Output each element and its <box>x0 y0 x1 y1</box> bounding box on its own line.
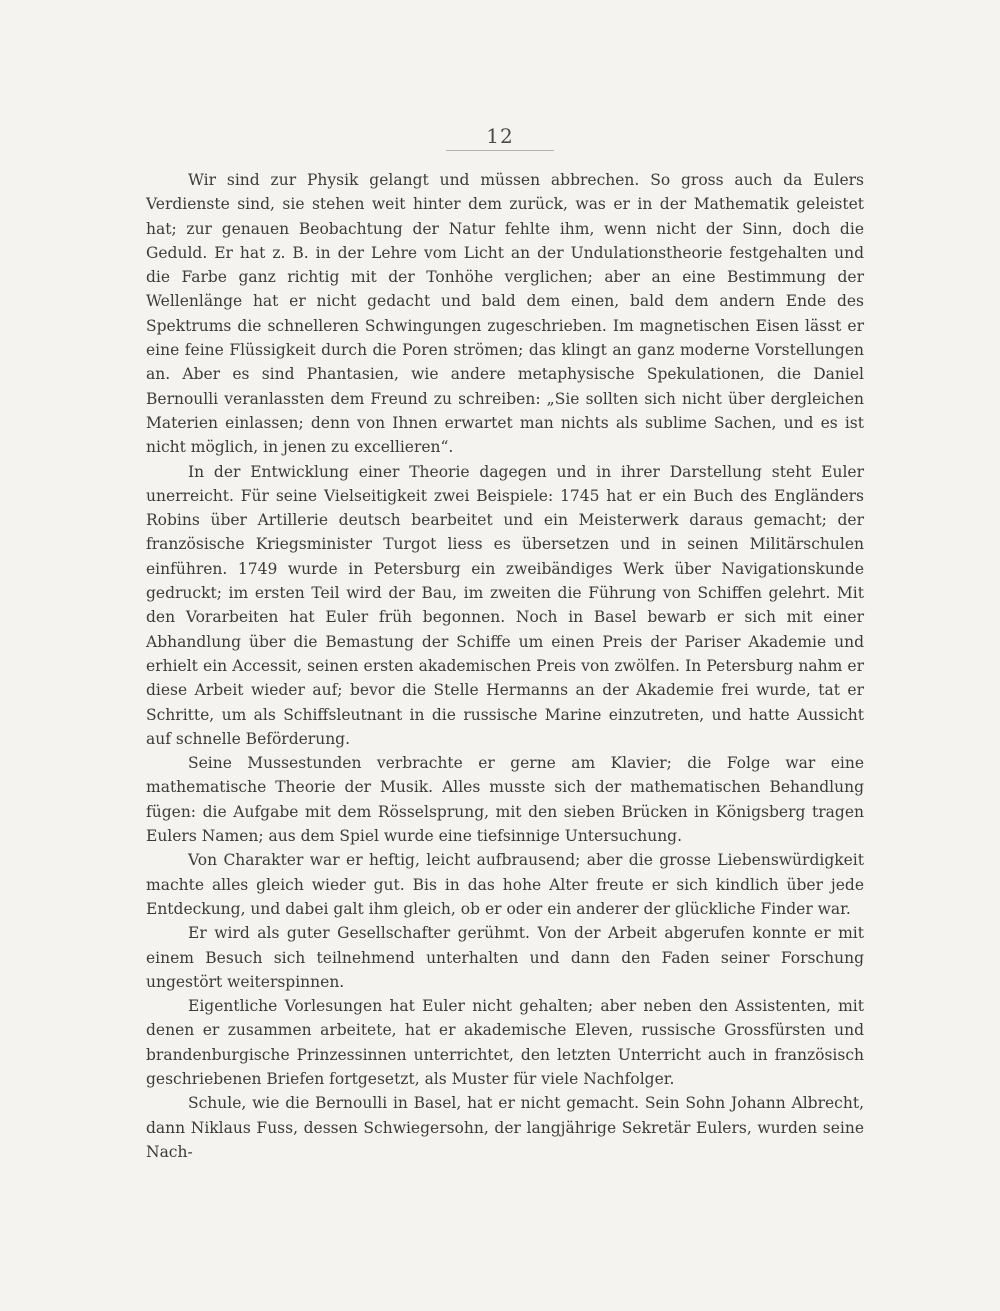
body-text <box>146 168 864 1164</box>
paragraph-theorie: In der Entwicklung einer Theorie dagegen und in ihrer Darstellung steht Euler unerreicht. Für seine Vielseitigkeit zwei Beispiele: 1745 hat er ein Buch des Engländers Robins über Artillerie deutsch bearbeitet und ein Meisterwerk daraus gemacht; der französische Kriegsminister Turgot liess es übersetzen und in seinen Militärschulen einführen. 1749 wurde in Petersburg ein zweibändiges Werk über Navigationskunde gedruckt; im ersten Teil wird der Bau, im zweiten die Führung von Schiffen gelehrt. Mit den Vorarbeiten hat Euler früh begonnen. Noch in Basel bewarb er sich mit einer Abhandlung über die Bemastung der Schiffe um einen Preis der Pariser Akademie und erhielt ein Accessit, seinen ersten akademischen Preis von zwölfen. In Petersburg nahm er diese Arbeit wieder auf; bevor die Stelle Hermanns an der Akademie frei wurde, tat er Schritte, um als Schiffsleutnant in die russische Marine einzutreten, und hatte Aussicht auf schnelle Beförderung. <box>146 462 864 748</box>
paragraph-vorlesungen: Eigentliche Vorlesungen hat Euler nicht gehalten; aber neben den Assistenten, mit denen er zusammen arbeitete, hat er akademische Eleven, russische Grossfürsten und brandenburgische Prinzessinnen unterrichtet, den letzten Unterricht auch in französisch geschriebenen Briefen fortgesetzt, als Muster für viele Nachfolger. <box>146 997 864 1088</box>
page-number: 12 <box>486 124 514 148</box>
paragraph-gesellschafter: Er wird als guter Gesellschafter gerühmt. Von der Arbeit abgerufen konnte er mit einem Besuch sich teilnehmend unterhalten und dann den Faden seiner Forschung ungestört weiterspinnen. <box>146 924 864 991</box>
paragraph-schule: Schule, wie die Bernoulli in Basel, hat er nicht gemacht. Sein Sohn Johann Albrecht, dann Niklaus Fuss, dessen Schwiegersohn, der langjährige Sekretär Eulers, wurden seine Nach- <box>146 1094 864 1161</box>
page-number-rule <box>446 150 554 151</box>
paragraph-charakter: Von Charakter war er heftig, leicht aufbrausend; aber die grosse Liebenswürdigkeit machte alles gleich wieder gut. Bis in das hohe Alter freute er sich kindlich über jede Entdeckung, und dabei galt ihm gleich, ob er oder ein anderer der glückliche Finder war. <box>146 851 864 918</box>
paragraph-musik: Seine Mussestunden verbrachte er gerne am Klavier; die Folge war eine mathematische Theorie der Musik. Alles musste sich der mathematischen Behandlung fügen: die Aufgabe mit dem Rösselsprung, mit den sieben Brücken in Königsberg tragen Eulers Namen; aus dem Spiel wurde eine tiefsinnige Untersuchung. <box>146 754 864 846</box>
paragraph-physik: Wir sind zur Physik gelangt und müssen abbrechen. So gross auch da Eulers Verdienste sind, sie stehen weit hinter dem zurück, was er in der Mathematik geleistet hat; zur genauen Beobachtung der Natur fehlte ihm, wenn nicht der Sinn, doch die Geduld. Er hat z. B. in der Lehre vom Licht an der Undulationstheorie festgehalten und die Farbe ganz richtig mit der Tonhöhe verglichen; aber an eine Bestimmung der Wellenlänge hat er nicht gedacht und bald dem einen, bald dem andern Ende des Spektrums die schnelleren Schwingungen zugeschrieben. Im magnetischen Eisen lässt er eine feine Flüssigkeit durch die Poren strömen; das klingt an ganz moderne Vorstellungen an. Aber es sind Phantasien, wie andere metaphysische Spekulationen, die Daniel Bernoulli veranlassten dem Freund zu schreiben: „Sie sollten sich nicht über dergleichen Materien einlassen; denn von Ihnen erwartet man nichts als sublime Sachen, und es ist nicht möglich, in jenen zu excellieren“. <box>146 171 864 457</box>
